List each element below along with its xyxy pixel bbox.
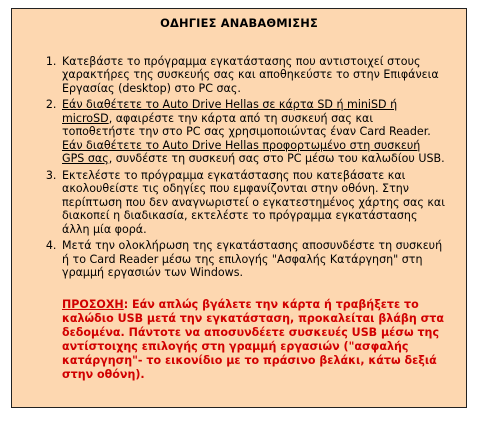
page-title: ΟΔΗΓΙΕΣ ΑΝΑΒΑΘΜΙΣΗΣ (160, 16, 318, 30)
step-2-preloaded-link[interactable]: Εάν διαθέτετε το Auto Drive Hellas προφορτωμένο στη συσκευή GPS σας (62, 138, 421, 165)
step-1-text: Κατεβάστε το πρόγραμμα εγκατάστασης που αντιστοιχεί στους χαρακτήρες της συσκευής σας και αποθηκεύστε το στην Επιφάνεια Εργασίας (desktop) στο PC σας. (62, 54, 439, 95)
step-2 (60, 98, 446, 166)
step-4 (60, 239, 446, 280)
step-3-text: Εκτελέστε το πρόγραμμα εγκατάστασης που κατεβάσατε και ακολουθείστε τις οδηγίες που εμφανίζονται στην οθόνη. Στην περίπτωση που δεν αναγνωριστεί ο εγκατεστημένος χάρτης σας και διακοπεί η διαδικασία, εκτελέστε το πρόγραμμα εγκατάστασης άλλη μία φορά. (62, 168, 445, 236)
step-2-preloaded-line (62, 139, 446, 166)
step-3 (60, 169, 446, 237)
warning-notice (62, 298, 446, 382)
step-2-sd-card-text: , αφαιρέστε την κάρτα από τη συσκευή σας και τοποθετήστε την στο PC σας χρησιμοποιώντας έναν Card Reader. (62, 111, 431, 138)
step-4-text: Μετά την ολοκλήρωση της εγκατάστασης αποσυνδέστε τη συσκευή ή το Card Reader μέσω της επιλογής "Ασφαλής Κατάργηση" στη γραμμή εργασιών των Windows. (62, 239, 443, 279)
upgrade-instructions-panel (11, 8, 467, 408)
warning-text: : Εάν απλώς βγάλετε την κάρτα ή τραβήξετε το καλώδιο USB μετά την εγκατάσταση, προκαλείται βλάβη στα δεδομένα. Πάντοτε να αποσυνδέετε συσκευές USB μέσω της αντίστοιχης επιλογής στη γραμμή εργασιών ("ασφαλής κατάργηση"- το εικονίδιο με το πράσινο βελάκι, κάτω δεξιά στην οθόνη). (62, 297, 444, 381)
instruction-steps-list (12, 55, 466, 280)
step-1 (60, 55, 446, 96)
step-2-sd-card-link[interactable]: Εάν διαθέτετε το Auto Drive Hellas σε κάρτα SD ή miniSD ή microSD (62, 98, 398, 125)
step-2-preloaded-text: , συνδέστε τη συσκευή σας στο PC μέσω του καλωδίου USB. (108, 152, 445, 165)
warning-label: ΠΡΟΣΟΧΗ (62, 297, 124, 311)
